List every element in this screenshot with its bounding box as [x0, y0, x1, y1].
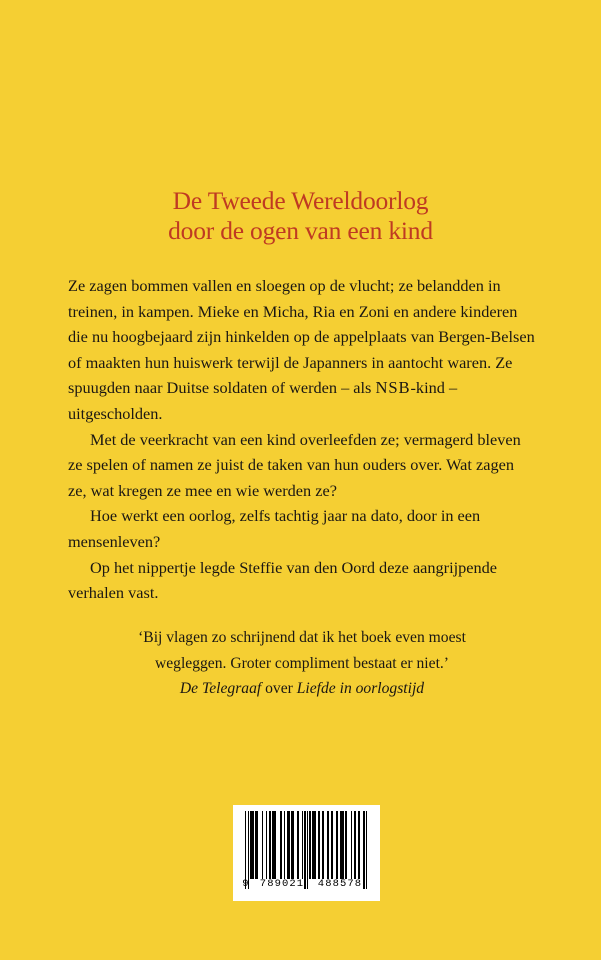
review-quote-line-2: wegleggen. Groter compliment bestaat er niet.’: [154, 654, 449, 672]
blurb-nsb-abbreviation: NSB: [375, 378, 411, 398]
blurb-paragraph-4: Op het nippertje legde Steffie van den Oord deze aangrijpende verhalen vast.: [68, 557, 498, 603]
barcode-digit-lead: 9: [242, 878, 250, 890]
barcode-digits-left: 789021: [259, 878, 305, 890]
blurb-paragraph-1-part-b: -kind – uitgescholden.: [68, 378, 458, 423]
page-title-line-2: door de ogen van een kind: [168, 216, 433, 245]
page-title: [0, 186, 601, 246]
review-quote-line-1: ‘Bij vlagen zo schrijnend dat ik het boek even moest: [138, 629, 466, 646]
barcode-digits-right: 488578: [317, 878, 363, 890]
blurb-paragraph-3: Hoe werkt een oorlog, zelfs tachtig jaar na dato, door in een mensenleven?: [68, 506, 481, 551]
blurb-paragraph-1-part-a: Ze zagen bommen vallen en sloegen op de vlucht; ze belandden in treinen, in kampen. Mieke en Micha, Ria en Zoni en andere kinderen die nu hoogbejaard zijn hinkelden op de appelplaats van Bergen-Belsen of maakten hun huiswerk terwijl de Japanners in aantocht waren. Ze spuugden naar Duitse soldaten of werden – als: [68, 276, 535, 398]
isbn-barcode: [233, 805, 380, 901]
blurb-text: [68, 273, 536, 606]
review-source-title: Liefde in oorlogstijd: [296, 680, 425, 697]
barcode-digits: [239, 877, 374, 891]
blurb-paragraph-1: [68, 273, 536, 427]
review-source-connector: over: [265, 680, 293, 697]
review-source-publication: De Telegraaf: [179, 680, 262, 697]
review-quote-source: [68, 676, 536, 702]
barcode-bars: [245, 811, 368, 879]
page-title-line-1: De Tweede Wereldoorlog: [172, 186, 429, 215]
blurb-paragraph-2: Met de veerkracht van een kind overleefden ze; vermagerd bleven ze spelen of namen ze juist de taken van hun ouders over. Wat zagen ze, wat kregen ze mee en wie werden ze?: [68, 429, 521, 500]
review-quote: [68, 625, 536, 702]
